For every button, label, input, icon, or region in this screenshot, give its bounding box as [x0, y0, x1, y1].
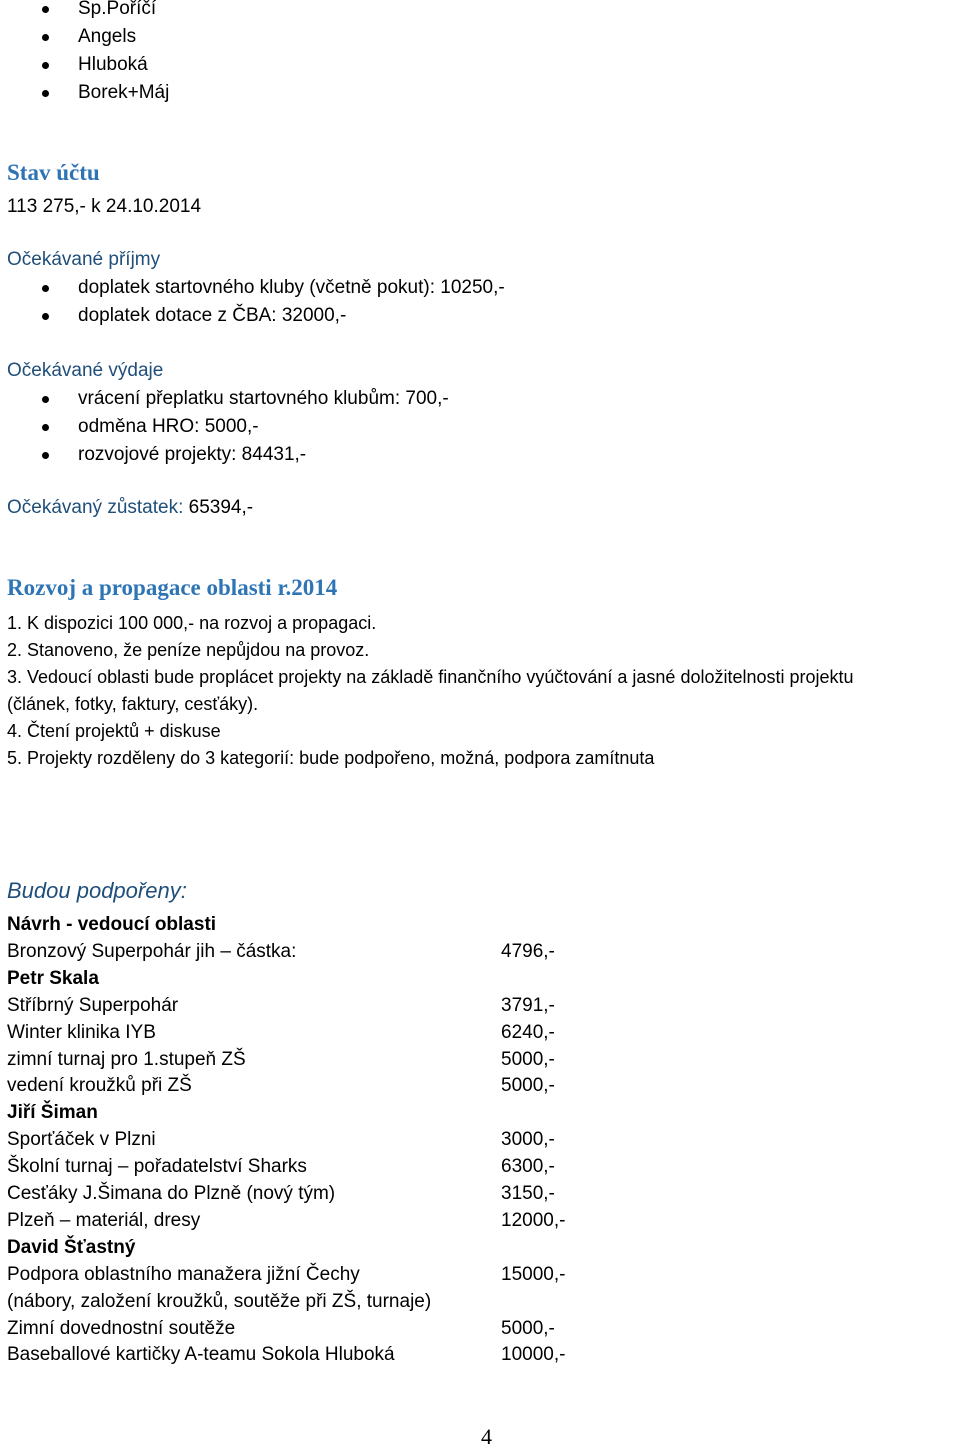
development-item: 5. Projekty rozděleny do 3 kategorií: bude podpořeno, možná, podpora zamítnuta [7, 748, 655, 768]
list-item-label: Borek+Máj [78, 82, 170, 103]
project-name: Stříbrný Superpohár [7, 995, 179, 1016]
expected-balance-label: Očekávaný zůstatek: [7, 497, 184, 518]
expenses-heading: Očekávané výdaje [7, 360, 164, 381]
bullet-icon [42, 424, 49, 431]
project-amount: 3150,- [501, 1183, 555, 1204]
project-amount: 6240,- [501, 1022, 555, 1043]
project-name: vedení kroužků při ZŠ [7, 1075, 192, 1096]
project-amount: 5000,- [501, 1318, 555, 1339]
development-item: 2. Stanoveno, že peníze nepůjdou na provoz. [7, 640, 370, 660]
project-name: Winter klinika IYB [7, 1022, 156, 1043]
bullet-icon [42, 285, 49, 292]
project-name: Baseballové kartičky A-teamu Sokola Hluboká [7, 1344, 395, 1365]
project-amount: 6300,- [501, 1156, 555, 1177]
bullet-icon [42, 452, 49, 459]
project-name: Bronzový Superpohár jih – částka: [7, 941, 297, 962]
expected-balance-value: 65394,- [183, 497, 254, 518]
project-name: Školní turnaj – pořadatelství Sharks [7, 1156, 307, 1177]
project-name: Zimní dovednostní soutěže [7, 1318, 236, 1339]
development-heading: Rozvoj a propagace oblasti r.2014 [7, 575, 338, 600]
page-number: 4 [481, 1424, 492, 1449]
expense-item: odměna HRO: 5000,- [78, 416, 259, 437]
expected-balance [7, 495, 253, 521]
project-name: Plzeň – materiál, dresy [7, 1210, 201, 1231]
account-heading: Stav účtu [7, 160, 100, 185]
project-name: (nábory, založení kroužků, soutěže při ZŠ, turnaje) [7, 1291, 432, 1312]
section-author: Petr Skala [7, 968, 99, 989]
project-name: zimní turnaj pro 1.stupeň ZŠ [7, 1049, 246, 1070]
project-name: Podpora oblastního manažera jižní Čechy [7, 1264, 360, 1285]
expense-item: rozvojové projekty: 84431,- [78, 444, 307, 465]
section-author: David Šťastný [7, 1237, 136, 1258]
income-item: doplatek dotace z ČBA: 32000,- [78, 305, 347, 326]
project-amount: 3791,- [501, 995, 555, 1016]
project-amount: 15000,- [501, 1264, 566, 1285]
project-amount: 4796,- [501, 941, 555, 962]
expense-item: vrácení přeplatku startovného klubům: 700,- [78, 388, 449, 409]
bullet-icon [42, 90, 49, 97]
bullet-icon [42, 34, 49, 41]
development-item: 4. Čtení projektů + diskuse [7, 721, 221, 741]
development-item: 1. K dispozici 100 000,- na rozvoj a propagaci. [7, 613, 377, 633]
income-heading: Očekávané příjmy [7, 249, 161, 270]
project-amount: 5000,- [501, 1075, 555, 1096]
bullet-icon [42, 313, 49, 320]
project-name: Sporťáček v Plzni [7, 1129, 156, 1150]
bullet-icon [42, 6, 49, 13]
development-item: 3. Vedoucí oblasti bude proplácet projekty na základě finančního vyúčtování a jasné doložitelnosti projektu [7, 667, 854, 687]
project-amount: 10000,- [501, 1344, 566, 1365]
income-item: doplatek startovného kluby (včetně pokut): 10250,- [78, 277, 505, 298]
project-amount: 12000,- [501, 1210, 566, 1231]
section-author: Jiří Šiman [7, 1102, 98, 1123]
account-balance-text: 113 275,- k 24.10.2014 [7, 196, 202, 217]
project-name: Cesťáky J.Šimana do Plzně (nový tým) [7, 1183, 336, 1204]
section-author: Návrh - vedoucí oblasti [7, 914, 217, 935]
supported-heading: Budou podpořeny: [7, 878, 187, 903]
list-item-label: Angels [78, 26, 137, 47]
bullet-icon [42, 62, 49, 69]
list-item-label: Hluboká [78, 54, 148, 75]
project-amount: 3000,- [501, 1129, 555, 1150]
development-item: (článek, fotky, faktury, cesťáky). [7, 694, 259, 714]
project-amount: 5000,- [501, 1049, 555, 1070]
bullet-icon [42, 396, 49, 403]
list-item-label: Sp.Poříčí [78, 0, 157, 19]
